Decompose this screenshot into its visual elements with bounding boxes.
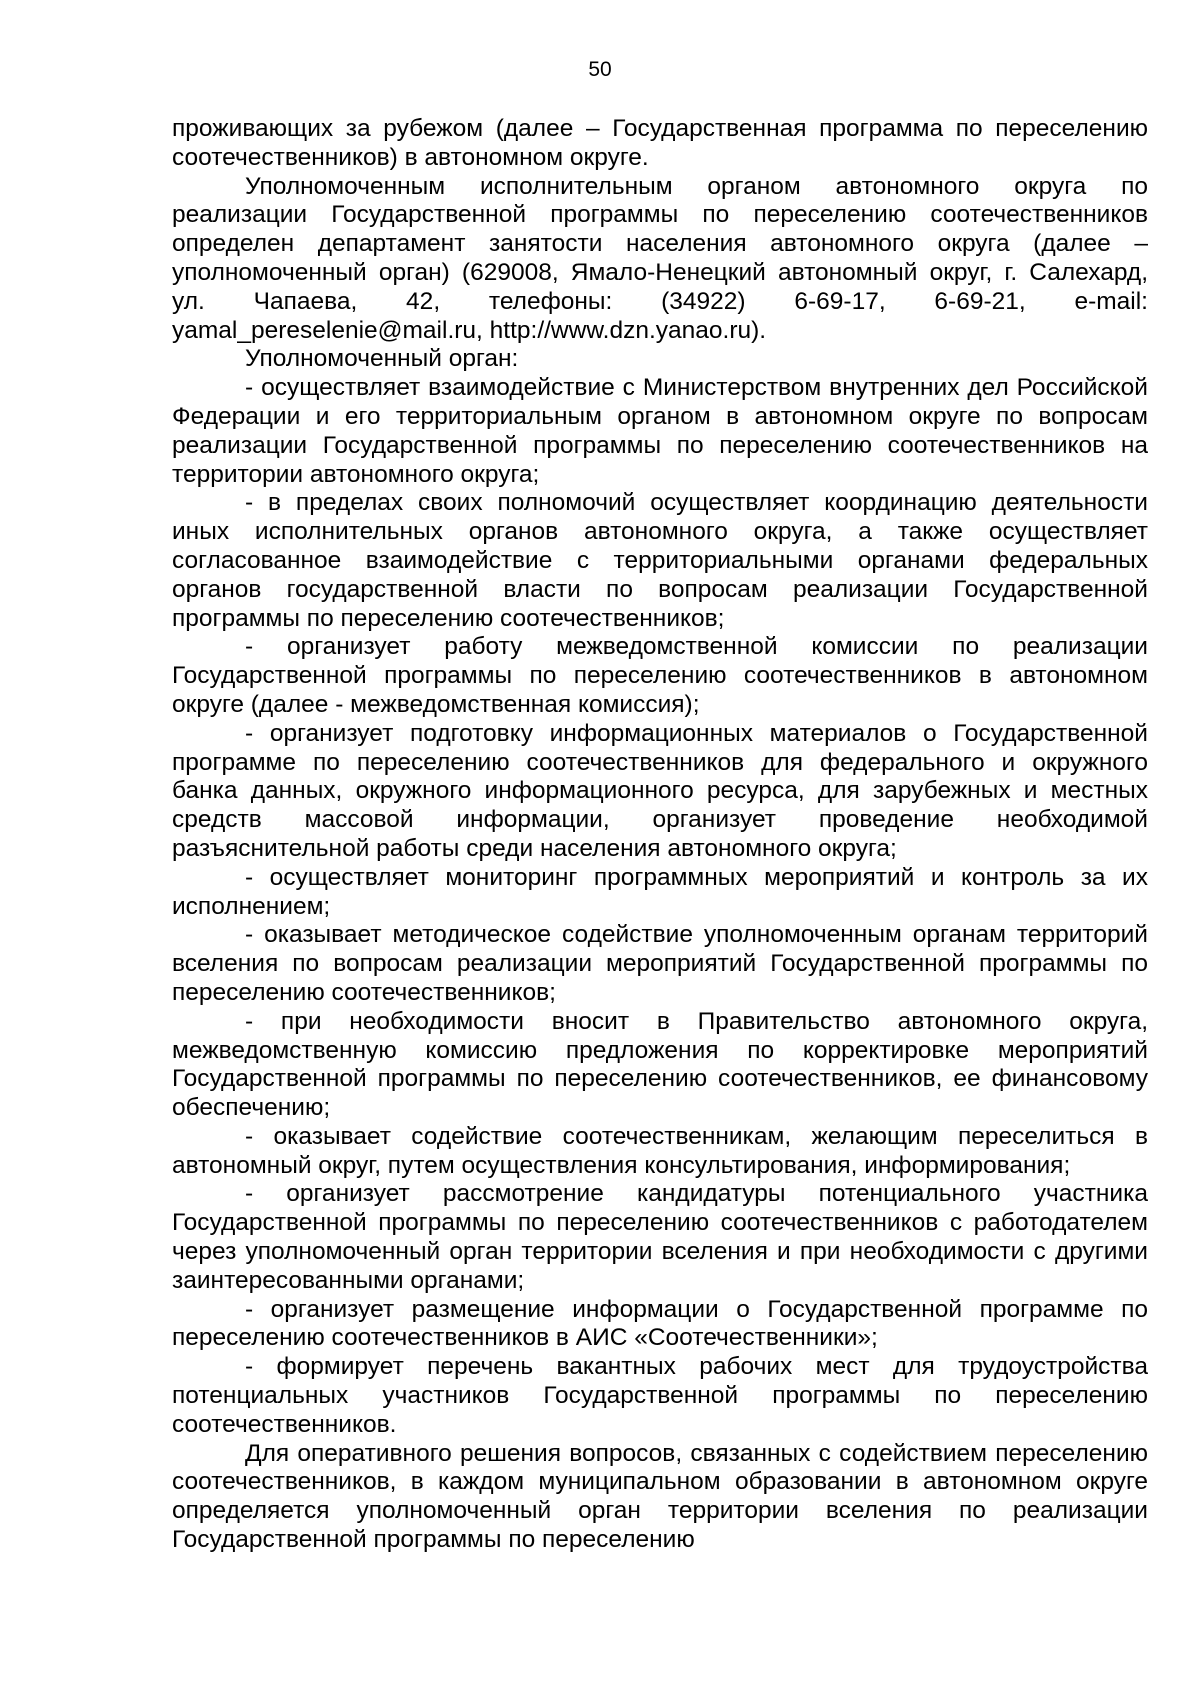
- paragraph: Уполномоченный орган:: [245, 345, 519, 373]
- paragraph: - осуществляет мониторинг программных мероприятий и контроль за их исполнением;: [172, 863, 1148, 920]
- paragraph: - организует работу межведомственной комиссии по реализации Государственной программы по переселению соотечественников в автономном округе (далее - межведомственная комиссия);: [172, 633, 1148, 718]
- paragraph: - в пределах своих полномочий осуществляет координацию деятельности иных исполнительных органов автономного округа, а также осуществляет согласованное взаимодействие с территориальными органами федеральных органов государственной власти по вопросам реализации Государственной программы по переселению соотечественников;: [172, 489, 1148, 632]
- paragraph: - организует подготовку информационных материалов о Государственной программе по переселению соотечественников для федерального и окружного банка данных, окружного информационного ресурса, для зарубежных и местных средств массовой информации, организует проведение необходимой разъяснительной работы среди населения автономного округа;: [172, 719, 1148, 862]
- paragraph: Уполномоченным исполнительным органом автономного округа по реализации Государственной программы по переселению соотечественников определен департамент занятости населения автономного округа (далее – уполномоченный орган) (629008, Ямало-Ненецкий автономный округ, г. Салехард, ул. Чапаева, 42, телефоны: (34922) 6-69-17, 6-69-21, e-mail: yamal_pereselenie@mail.ru, http://www.dzn.yanao.ru).: [172, 172, 1148, 344]
- document-body: [172, 115, 1148, 1555]
- page-number: 50: [588, 58, 612, 81]
- paragraph: Для оперативного решения вопросов, связанных с содействием переселению соотечественников, в каждом муниципальном образовании в автономном округе определяется уполномоченный орган территории вселения по реализации Государственной программы по переселению: [172, 1439, 1148, 1554]
- paragraph: - оказывает методическое содействие уполномоченным органам территорий вселения по вопросам реализации мероприятий Государственной программы по переселению соотечественников;: [172, 921, 1148, 1006]
- paragraph: - при необходимости вносит в Правительство автономного округа, межведомственную комиссию предложения по корректировке мероприятий Государственной программы по переселению соотечественников, ее финансовому обеспечению;: [172, 1007, 1148, 1122]
- paragraph: проживающих за рубежом (далее – Государственная программа по переселению соотечественников) в автономном округе.: [172, 115, 1148, 171]
- paragraph: - организует размещение информации о Государственной программе по переселению соотечественников в АИС «Соотечественники»;: [172, 1295, 1148, 1352]
- paragraph: - оказывает содействие соотечественникам, желающим переселиться в автономный округ, путем осуществления консультирования, информирования;: [172, 1122, 1148, 1179]
- paragraph: - организует рассмотрение кандидатуры потенциального участника Государственной программы по переселению соотечественников с работодателем через уполномоченный орган территории вселения и при необходимости с другими заинтересованными органами;: [172, 1180, 1148, 1294]
- paragraph: - формирует перечень вакантных рабочих мест для трудоустройства потенциальных участников Государственной программы по переселению соотечественников.: [172, 1353, 1148, 1438]
- paragraph: - осуществляет взаимодействие с Министерством внутренних дел Российской Федерации и его территориальным органом в автономном округе по вопросам реализации Государственной программы по переселению соотечественников на территории автономного округа;: [172, 374, 1148, 488]
